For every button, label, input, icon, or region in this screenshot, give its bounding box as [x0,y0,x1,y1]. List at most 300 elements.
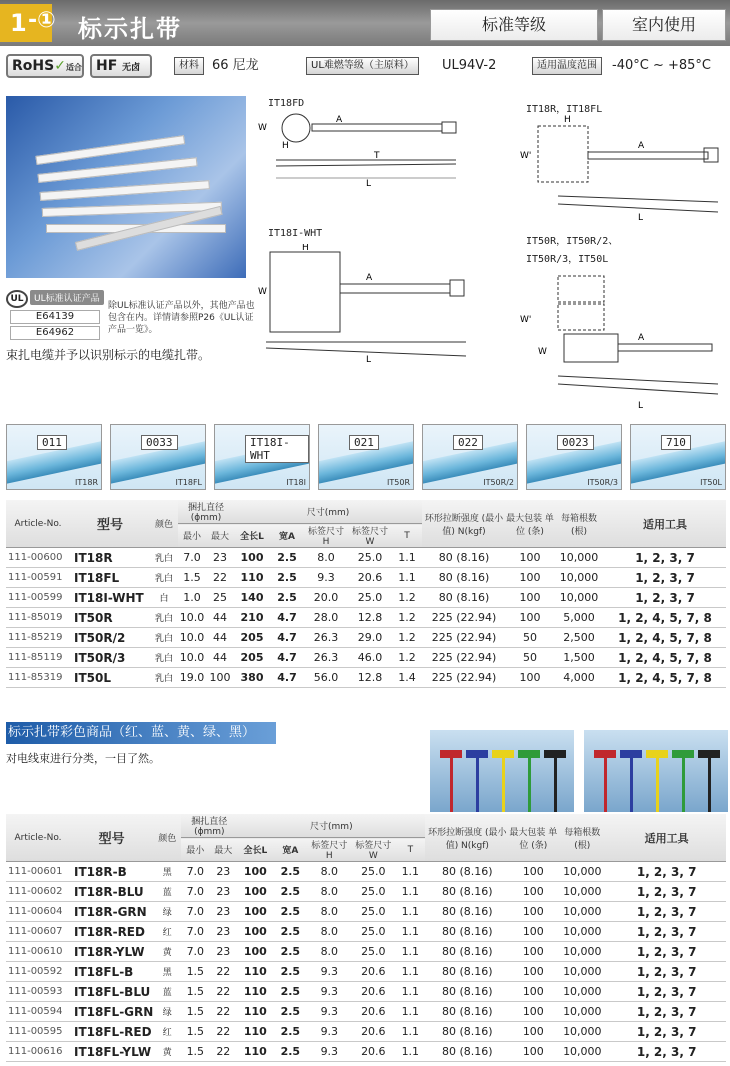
table-cell: 100 [506,608,554,628]
usage-thumbnail [6,424,102,490]
usage-label: 室内使用 [602,9,726,41]
table-cell: 26.3 [304,628,348,648]
table-cell: 23 [209,862,237,882]
table-cell: 111-00602 [6,882,70,902]
table-cell: 22 [209,1022,237,1042]
col-tag-h: 标签尺寸 H [304,524,348,548]
temperature-value: -40°C ~ +85°C [612,58,711,73]
table-cell: 1.5 [181,1022,209,1042]
color-product-table [6,814,726,1062]
table-cell: 20.6 [351,1042,395,1062]
table-cell: 50 [506,628,554,648]
table-cell: 205 [234,628,270,648]
table-cell: 100 [506,568,554,588]
table-cell: 2.5 [273,922,307,942]
table-cell: 1.1 [395,1002,425,1022]
table-cell: IT18FL-YLW [70,1042,153,1062]
rohs-badge: RoHS✓适合 [6,54,84,78]
table-cell: 白 [150,588,178,608]
product-photo [6,96,246,278]
tag-marking: 0033 [141,435,178,450]
table-row [6,548,726,568]
col-per-box: 每箱根数 (根) [554,500,604,548]
table-cell: 25 [206,588,234,608]
table-cell: 10,000 [557,882,607,902]
table-cell: 1, 2, 3, 7 [607,902,726,922]
table-cell: 100 [509,882,557,902]
table-cell: 9.3 [307,1042,351,1062]
table-cell: 110 [237,1042,273,1062]
table-cell: 20.6 [351,982,395,1002]
material-label: 材料 [174,57,204,75]
table-cell: IT50R/2 [70,628,150,648]
ul-code: E64962 [10,326,100,340]
table-row [6,1022,726,1042]
col-length: 全长L [237,838,273,862]
product-table [6,500,726,688]
thumbnail-label: IT18R [75,478,98,487]
table-cell: 20.6 [351,1022,395,1042]
table-cell: 22 [206,568,234,588]
halogen-free-badge: HF 无卤 [90,54,152,78]
drawing-it50 [518,266,728,416]
dim-w-prime: W' [520,315,532,325]
table-cell: 23 [209,922,237,942]
table-cell: 1.2 [392,648,422,668]
dim-a: A [638,141,645,151]
table-cell: 1.5 [178,568,206,588]
dim-w: W [258,287,267,297]
col-max: 最大 [206,524,234,548]
table-cell: 2.5 [273,982,307,1002]
table-cell: 225 (22.94) [422,668,506,688]
table-cell: 8.0 [307,922,351,942]
col-max: 最大 [209,838,237,862]
table-cell: 46.0 [348,648,392,668]
table-cell: 80 (8.16) [425,942,509,962]
table-cell: 2.5 [273,942,307,962]
table-cell: 1.2 [392,628,422,648]
usage-thumbnail [318,424,414,490]
table-cell: 225 (22.94) [422,648,506,668]
table-cell: 22 [209,962,237,982]
table-cell: 乳白 [150,668,178,688]
dim-w-prime: W' [520,151,532,161]
table-cell: 9.3 [307,962,351,982]
table-cell: 乳白 [150,628,178,648]
table-cell: 10,000 [554,588,604,608]
table-cell: IT50L [70,668,150,688]
table-row [6,668,726,688]
table-cell: 225 (22.94) [422,608,506,628]
chapter-number: 1 [0,4,52,42]
table-row [6,982,726,1002]
table-cell: 23 [209,902,237,922]
table-cell: 1, 2, 4, 5, 7, 8 [604,608,726,628]
table-cell: 1.1 [395,962,425,982]
table-cell: 28.0 [304,608,348,628]
table-cell: 黄 [153,942,181,962]
table-cell: 10.0 [178,648,206,668]
temperature-label: 适用温度范围 [532,57,602,75]
table-cell: 7.0 [178,548,206,568]
table-cell: 100 [206,668,234,688]
dim-l: L [366,355,372,364]
table-cell: 111-00599 [6,588,70,608]
table-cell: 111-00600 [6,548,70,568]
col-t: T [395,838,425,862]
table-cell: 1.5 [181,982,209,1002]
table-cell: 1, 2, 3, 7 [607,922,726,942]
table-cell: 12.8 [348,668,392,688]
product-description: 束扎电缆并予以识别标示的电缆扎带。 [6,348,211,362]
table-cell: 10,000 [557,942,607,962]
col-per-box: 每箱根数 (根) [557,814,607,862]
table-cell: 1.5 [181,1002,209,1022]
table-cell: 25.0 [351,902,395,922]
table-cell: 23 [209,882,237,902]
table-cell: 26.3 [304,648,348,668]
table-cell: 4.7 [270,668,304,688]
table-cell: 乳白 [150,648,178,668]
table-cell: 80 (8.16) [422,548,506,568]
table-cell: 111-00616 [6,1042,70,1062]
table-cell: 黑 [153,962,181,982]
table-cell: 1.1 [392,548,422,568]
table-cell: 140 [234,588,270,608]
table-cell: 100 [237,902,273,922]
table-cell: 80 (8.16) [425,962,509,982]
table-cell: 10,000 [557,902,607,922]
dim-a: A [336,115,343,125]
table-row [6,1002,726,1022]
table-cell: 25.0 [351,942,395,962]
table-cell: 100 [509,1002,557,1022]
table-cell: 黑 [153,862,181,882]
table-cell: 44 [206,628,234,648]
table-cell: 80 (8.16) [425,1002,509,1022]
drawing-label: IT50R/3，IT50L [526,254,609,265]
table-cell: 25.0 [351,922,395,942]
table-cell: 1,500 [554,648,604,668]
table-cell: 1, 2, 3, 7 [604,568,726,588]
color-section-desc: 对电线束进行分类，一目了然。 [6,752,160,765]
table-cell: 111-00591 [6,568,70,588]
col-color: 颜色 [150,500,178,548]
table-cell: 红 [153,1022,181,1042]
table-cell: IT18R-YLW [70,942,153,962]
col-min: 最小 [181,838,209,862]
table-cell: 100 [509,1042,557,1062]
drawing-it18r-fl [518,112,728,222]
drawing-label: IT18I-WHT [268,228,323,239]
table-cell: 9.3 [307,1022,351,1042]
table-row [6,648,726,668]
usage-thumbnail [422,424,518,490]
thumbnail-label: IT18FL [175,478,202,487]
ul-flame-label: UL难燃等级（主原料） [306,57,419,75]
table-cell: 56.0 [304,668,348,688]
table-cell: 乳白 [150,568,178,588]
usage-thumbnail [214,424,310,490]
table-cell: 1, 2, 4, 5, 7, 8 [604,648,726,668]
table-cell: 1.1 [395,1042,425,1062]
table-cell: 1, 2, 3, 7 [607,1022,726,1042]
table-cell: 蓝 [153,882,181,902]
table-cell: 111-00610 [6,942,70,962]
table-cell: 10,000 [557,1042,607,1062]
table-cell: 10,000 [557,922,607,942]
dim-h: H [282,141,289,151]
table-cell: IT18FL-GRN [70,1002,153,1022]
table-cell: 25.0 [348,588,392,608]
col-t: T [392,524,422,548]
table-cell: 9.3 [304,568,348,588]
table-cell: 110 [237,1022,273,1042]
dim-a: A [366,273,373,283]
thumbnail-label: IT50R/3 [587,478,618,487]
usage-thumbnail [110,424,206,490]
table-cell: 1.2 [392,608,422,628]
table-cell: 80 (8.16) [425,862,509,882]
table-cell: IT18I-WHT [70,588,150,608]
table-cell: 8.0 [307,862,351,882]
table-cell: 80 (8.16) [425,922,509,942]
table-cell: 111-00604 [6,902,70,922]
table-row [6,882,726,902]
table-cell: 8.0 [304,548,348,568]
table-cell: 25.0 [348,548,392,568]
table-cell: 23 [209,942,237,962]
tag-marking: IT18I-WHT [245,435,309,463]
table-cell: 29.0 [348,628,392,648]
table-cell: 44 [206,608,234,628]
col-tensile: 环形拉断强度 (最小值) N(kgf) [425,814,509,862]
col-tools: 适用工具 [604,500,726,548]
table-cell: 2.5 [273,1022,307,1042]
col-tools: 适用工具 [607,814,726,862]
table-cell: 22 [209,1002,237,1022]
table-row [6,902,726,922]
table-cell: 100 [506,668,554,688]
table-cell: IT18R-GRN [70,902,153,922]
table-cell: 2.5 [270,588,304,608]
thumbnail-label: IT50L [700,478,722,487]
table-cell: 7.0 [181,902,209,922]
color-section-title: 标示扎带彩色商品（红、蓝、黄、绿、黑） [6,722,276,744]
col-tensile: 环形拉断强度 (最小值) N(kgf) [422,500,506,548]
table-cell: 111-00594 [6,1002,70,1022]
ul-flame-value: UL94V-2 [442,58,497,73]
table-cell: 100 [509,942,557,962]
dim-w: W [258,123,267,133]
usage-thumbnail [630,424,726,490]
table-cell: 7.0 [181,882,209,902]
table-cell: 1, 2, 3, 7 [607,982,726,1002]
material-value: 66 尼龙 [212,58,259,73]
table-cell: 9.3 [307,1002,351,1022]
table-cell: 111-00601 [6,862,70,882]
table-cell: IT18FL-RED [70,1022,153,1042]
dim-t: T [374,151,380,161]
table-row [6,608,726,628]
table-cell: 5,000 [554,608,604,628]
table-cell: 10.0 [178,608,206,628]
table-cell: 111-00593 [6,982,70,1002]
table-cell: 绿 [153,1002,181,1022]
table-cell: 10,000 [557,982,607,1002]
col-size: 尺寸(mm) [237,814,425,838]
table-cell: 1.1 [395,942,425,962]
table-row [6,922,726,942]
table-cell: 1, 2, 3, 7 [607,882,726,902]
table-row [6,962,726,982]
table-cell: 100 [509,922,557,942]
table-cell: 10,000 [557,1022,607,1042]
table-cell: 2.5 [273,882,307,902]
specs-row [6,54,726,78]
table-cell: 1, 2, 3, 7 [607,1002,726,1022]
col-tag-w: 标签尺寸 W [348,524,392,548]
table-cell: 1.0 [178,588,206,608]
table-cell: 111-00592 [6,962,70,982]
table-cell: 1.2 [392,588,422,608]
table-row [6,942,726,962]
tag-marking: 0023 [557,435,594,450]
table-row [6,862,726,882]
table-cell: 2,500 [554,628,604,648]
table-cell: 黄 [153,1042,181,1062]
table-cell: 111-00607 [6,922,70,942]
table-cell: 80 (8.16) [425,982,509,1002]
drawing-label: IT18FD [268,98,305,109]
table-cell: 乳白 [150,548,178,568]
usage-thumbnail [526,424,622,490]
col-tag-h: 标签尺寸 H [307,838,351,862]
table-cell: IT18FL-BLU [70,982,153,1002]
table-cell: 50 [506,648,554,668]
dim-l: L [638,401,644,411]
table-cell: 100 [506,588,554,608]
table-cell: 10,000 [554,548,604,568]
table-cell: 80 (8.16) [425,1042,509,1062]
drawing-it18fd [256,108,466,188]
table-cell: 100 [509,1022,557,1042]
grade-label: 标准等级 [430,9,598,41]
col-article: Article-No. [6,814,70,862]
table-cell: 100 [509,982,557,1002]
dim-a: A [638,333,645,343]
ul-note: 除UL标准认证产品以外，其他产品也包含在内。详情请参照P26《UL认证产品一览》。 [108,301,255,335]
table-cell: 1, 2, 4, 5, 7, 8 [604,628,726,648]
table-cell: 10,000 [557,962,607,982]
table-cell: 2.5 [273,902,307,922]
table-cell: 10,000 [557,1002,607,1022]
col-model: 型号 [70,814,153,862]
dim-h: H [302,244,309,253]
drawing-label: IT18R，IT18FL [526,104,603,115]
tag-marking: 011 [37,435,67,450]
table-cell: 1.1 [395,902,425,922]
tag-marking: 021 [349,435,379,450]
table-cell: 1.4 [392,668,422,688]
tag-marking: 022 [453,435,483,450]
drawing-label: IT50R，IT50R/2、 [526,236,619,247]
table-cell: 1, 2, 3, 7 [607,962,726,982]
dim-w: W [538,347,547,357]
dim-h: H [564,115,571,125]
table-cell: 9.3 [307,982,351,1002]
table-cell: 1.1 [395,922,425,942]
table-row [6,568,726,588]
table-cell: 20.6 [351,1002,395,1022]
ul-label: UL标准认证产品 [30,290,104,305]
thumbnail-label: IT18I [286,478,306,487]
table-cell: IT18R-RED [70,922,153,942]
table-cell: 蓝 [153,982,181,1002]
table-cell: 12.8 [348,608,392,628]
table-cell: 1.1 [395,1022,425,1042]
col-bundle: 捆扎直径(ϕmm) [181,814,237,838]
col-width: 宽A [270,524,304,548]
col-article: Article-No. [6,500,70,548]
table-cell: IT18FL [70,568,150,588]
table-cell: 20.6 [351,962,395,982]
table-cell: 25.0 [351,862,395,882]
table-cell: 110 [237,962,273,982]
table-cell: 2.5 [273,862,307,882]
table-cell: 111-85019 [6,608,70,628]
table-cell: 110 [234,568,270,588]
table-cell: 4.7 [270,628,304,648]
usage-thumbnails [6,424,726,494]
table-cell: 1, 2, 3, 7 [607,862,726,882]
table-cell: 1, 2, 3, 7 [607,1042,726,1062]
drawing-it18i [256,244,476,364]
table-cell: 8.0 [307,902,351,922]
table-cell: 100 [506,548,554,568]
table-cell: 100 [509,962,557,982]
table-cell: 22 [209,1042,237,1062]
table-cell: 1, 2, 4, 5, 7, 8 [604,668,726,688]
col-bundle: 捆扎直径(ϕmm) [178,500,234,524]
col-pack: 最大包装 单位 (条) [506,500,554,548]
table-cell: IT18R-BLU [70,882,153,902]
color-ties-photo [430,730,574,812]
chapter-mark: -① [28,8,56,33]
col-model: 型号 [70,500,150,548]
table-cell: 80 (8.16) [422,588,506,608]
col-width: 宽A [273,838,307,862]
table-cell: 23 [206,548,234,568]
table-cell: 110 [237,1002,273,1022]
table-cell: 8.0 [307,942,351,962]
table-cell: 111-00595 [6,1022,70,1042]
color-ties-photo [584,730,728,812]
table-cell: 100 [234,548,270,568]
table-cell: 2.5 [270,548,304,568]
table-row [6,628,726,648]
table-cell: 2.5 [273,962,307,982]
col-min: 最小 [178,524,206,548]
table-cell: 10.0 [178,628,206,648]
table-cell: 1.1 [395,882,425,902]
table-cell: 1.5 [181,1042,209,1062]
table-cell: 225 (22.94) [422,628,506,648]
table-cell: 10,000 [554,568,604,588]
table-cell: 10,000 [557,862,607,882]
check-icon: ✓ [54,58,66,74]
